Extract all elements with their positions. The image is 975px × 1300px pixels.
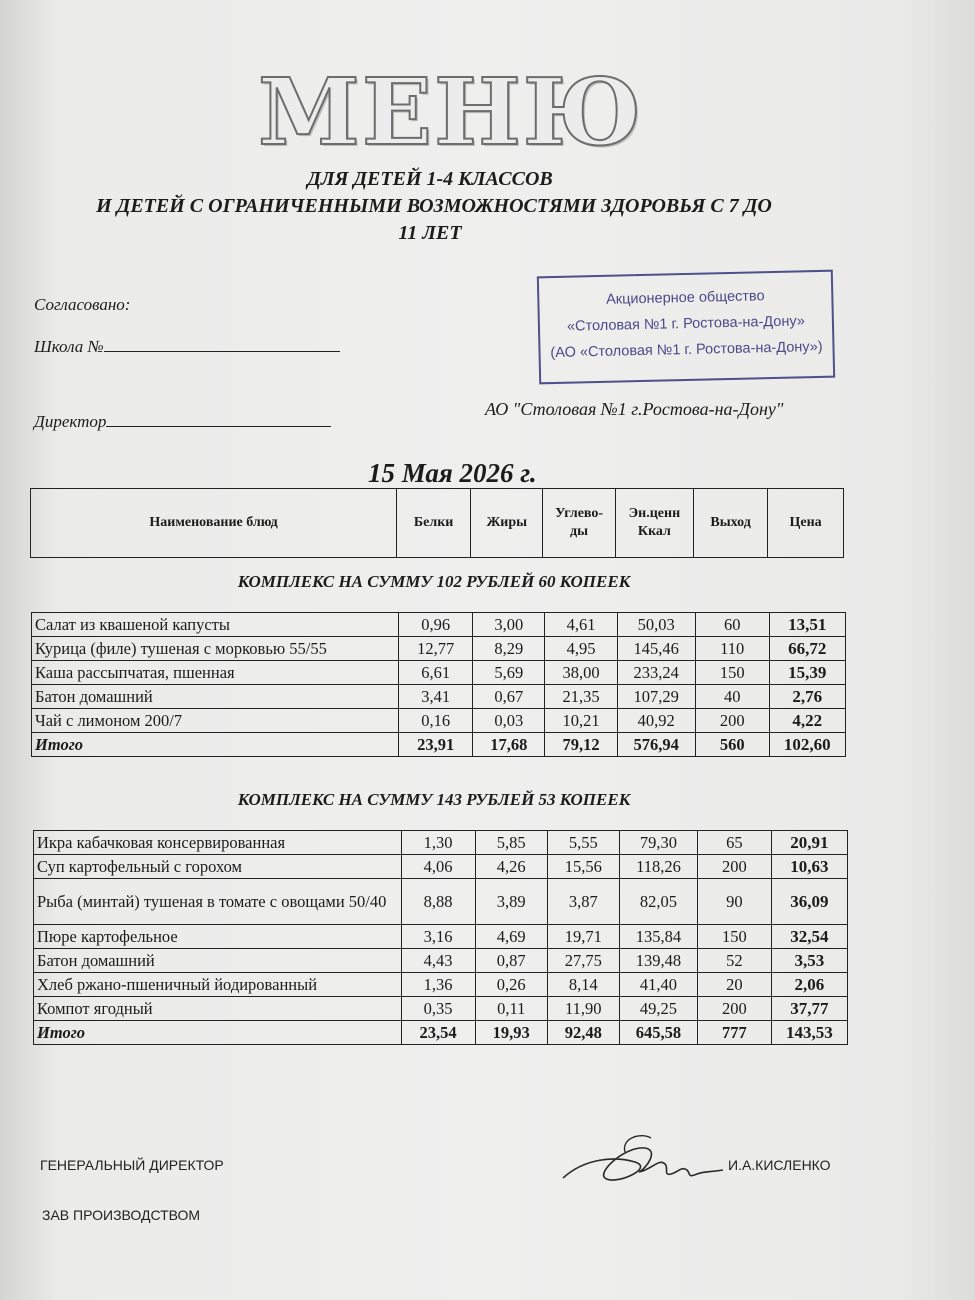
carbs-cell: 10,21 <box>545 709 617 733</box>
table-row <box>32 685 846 709</box>
output-cell: 90 <box>698 879 772 925</box>
school-line <box>104 335 340 352</box>
fats-cell: 3,89 <box>475 879 547 925</box>
fats-cell: 0,26 <box>475 973 547 997</box>
output-cell: 40 <box>695 685 769 709</box>
carbs-cell: 8,14 <box>547 973 619 997</box>
output-cell: 200 <box>698 855 772 879</box>
complex-1-table <box>31 612 846 757</box>
kcal-cell: 118,26 <box>619 855 697 879</box>
output-cell: 110 <box>695 637 769 661</box>
proteins-cell: 8,88 <box>401 879 475 925</box>
fats-cell: 17,68 <box>473 733 545 757</box>
carbs-cell: 5,55 <box>547 831 619 855</box>
output-cell: 200 <box>695 709 769 733</box>
subtitle-line-2: И ДЕТЕЙ С ОГРАНИЧЕННЫМИ ВОЗМОЖНОСТЯМИ ЗДОРОВЬЯ С 7 ДО <box>96 195 772 217</box>
col-output: Выход <box>694 489 768 558</box>
total-row <box>32 733 846 757</box>
dish-name-cell: Хлеб ржано-пшеничный йодированный <box>34 973 402 997</box>
output-cell: 52 <box>698 949 772 973</box>
dish-name-cell: Итого <box>32 733 399 757</box>
fats-cell: 5,85 <box>475 831 547 855</box>
table-row <box>34 997 848 1021</box>
company-stamp <box>537 270 835 385</box>
output-cell: 150 <box>695 661 769 685</box>
director-line <box>106 410 331 427</box>
proteins-cell: 3,41 <box>399 685 473 709</box>
dish-name-cell: Каша рассыпчатая, пшенная <box>32 661 399 685</box>
proteins-cell: 23,91 <box>399 733 473 757</box>
table-row <box>34 925 848 949</box>
kcal-cell: 82,05 <box>619 879 697 925</box>
director-label: Директор <box>34 412 107 431</box>
proteins-cell: 4,43 <box>401 949 475 973</box>
fats-cell: 0,03 <box>473 709 545 733</box>
output-cell: 65 <box>698 831 772 855</box>
dish-name-cell: Компот ягодный <box>34 997 402 1021</box>
proteins-cell: 6,61 <box>399 661 473 685</box>
proteins-cell: 1,30 <box>401 831 475 855</box>
school-label: Школа № <box>34 337 104 356</box>
col-proteins: Белки <box>397 489 471 558</box>
table-row <box>32 661 846 685</box>
signature <box>555 1128 725 1198</box>
menu-title: МЕНЮ <box>258 58 644 166</box>
price-cell: 32,54 <box>771 925 847 949</box>
org-name: АО "Столовая №1 г.Ростова-на-Дону" <box>485 399 784 419</box>
kcal-cell: 139,48 <box>619 949 697 973</box>
agreed-label: Согласовано: <box>34 295 131 314</box>
kcal-cell: 576,94 <box>617 733 695 757</box>
table-row <box>34 973 848 997</box>
table-row <box>32 613 846 637</box>
dish-name-cell: Итого <box>34 1021 402 1045</box>
kcal-cell: 79,30 <box>619 831 697 855</box>
output-cell: 777 <box>698 1021 772 1045</box>
menu-date: 15 Мая 2026 г. <box>368 458 537 488</box>
kcal-cell: 40,92 <box>617 709 695 733</box>
stamp-line-2: «Столовая №1 г. Ростова-на-Дону» <box>566 313 806 335</box>
table-row <box>34 949 848 973</box>
subtitle-line-3: 11 ЛЕТ <box>398 222 462 244</box>
carbs-cell: 27,75 <box>547 949 619 973</box>
dish-name-cell: Чай с лимоном 200/7 <box>32 709 399 733</box>
dish-name-cell: Пюре картофельное <box>34 925 402 949</box>
column-header-table <box>30 488 844 558</box>
fats-cell: 4,26 <box>475 855 547 879</box>
price-cell: 4,22 <box>769 709 845 733</box>
price-cell: 2,06 <box>771 973 847 997</box>
stamp-line-3: (АО «Столовая №1 г. Ростова-на-Дону») <box>550 338 823 362</box>
table-row <box>34 855 848 879</box>
output-cell: 150 <box>698 925 772 949</box>
gen-director-label: ГЕНЕРАЛЬНЫЙ ДИРЕКТОР <box>40 1157 224 1173</box>
fats-cell: 0,11 <box>475 997 547 1021</box>
price-cell: 13,51 <box>769 613 845 637</box>
proteins-cell: 1,36 <box>401 973 475 997</box>
price-cell: 102,60 <box>769 733 845 757</box>
proteins-cell: 4,06 <box>401 855 475 879</box>
carbs-cell: 4,61 <box>545 613 617 637</box>
dish-name-cell: Салат из квашеной капусты <box>32 613 399 637</box>
proteins-cell: 23,54 <box>401 1021 475 1045</box>
col-fats: Жиры <box>471 489 543 558</box>
price-cell: 3,53 <box>771 949 847 973</box>
output-cell: 560 <box>695 733 769 757</box>
director-field <box>34 410 331 432</box>
price-cell: 37,77 <box>771 997 847 1021</box>
price-cell: 10,63 <box>771 855 847 879</box>
complex-1-title: КОМПЛЕКС НА СУММУ 102 РУБЛЕЙ 60 КОПЕЕК <box>237 572 631 591</box>
kcal-cell: 107,29 <box>617 685 695 709</box>
price-cell: 143,53 <box>771 1021 847 1045</box>
col-name: Наименование блюд <box>31 489 397 558</box>
fats-cell: 0,67 <box>473 685 545 709</box>
subtitle-line-1: ДЛЯ ДЕТЕЙ 1-4 КЛАССОВ <box>307 168 553 190</box>
fats-cell: 5,69 <box>473 661 545 685</box>
kcal-cell: 145,46 <box>617 637 695 661</box>
output-cell: 20 <box>698 973 772 997</box>
output-cell: 200 <box>698 997 772 1021</box>
complex-2-title: КОМПЛЕКС НА СУММУ 143 РУБЛЕЙ 53 КОПЕЕК <box>237 790 631 809</box>
carbs-cell: 79,12 <box>545 733 617 757</box>
price-cell: 66,72 <box>769 637 845 661</box>
dish-name-cell: Суп картофельный с горохом <box>34 855 402 879</box>
production-label: ЗАВ ПРОИЗВОДСТВОМ <box>42 1207 201 1223</box>
dish-name-cell: Батон домашний <box>32 685 399 709</box>
price-cell: 36,09 <box>771 879 847 925</box>
table-row <box>34 879 848 925</box>
kcal-cell: 41,40 <box>619 973 697 997</box>
fats-cell: 3,00 <box>473 613 545 637</box>
carbs-cell: 38,00 <box>545 661 617 685</box>
price-cell: 20,91 <box>771 831 847 855</box>
proteins-cell: 0,96 <box>399 613 473 637</box>
table-row <box>34 831 848 855</box>
dish-name-cell: Икра кабачковая консервированная <box>34 831 402 855</box>
carbs-cell: 21,35 <box>545 685 617 709</box>
carbs-cell: 19,71 <box>547 925 619 949</box>
fats-cell: 0,87 <box>475 949 547 973</box>
proteins-cell: 3,16 <box>401 925 475 949</box>
kcal-cell: 49,25 <box>619 997 697 1021</box>
carbs-cell: 4,95 <box>545 637 617 661</box>
carbs-cell: 11,90 <box>547 997 619 1021</box>
proteins-cell: 12,77 <box>399 637 473 661</box>
carbs-cell: 3,87 <box>547 879 619 925</box>
col-kcal: Эн.ценн Ккал <box>615 489 693 558</box>
fats-cell: 4,69 <box>475 925 547 949</box>
gen-director-name: И.А.КИСЛЕНКО <box>728 1157 831 1173</box>
school-field <box>34 335 340 357</box>
total-row <box>34 1021 848 1045</box>
col-price: Цена <box>768 489 844 558</box>
proteins-cell: 0,16 <box>399 709 473 733</box>
fats-cell: 19,93 <box>475 1021 547 1045</box>
carbs-cell: 15,56 <box>547 855 619 879</box>
dish-name-cell: Батон домашний <box>34 949 402 973</box>
col-carbs: Углево-ды <box>543 489 615 558</box>
kcal-cell: 135,84 <box>619 925 697 949</box>
dish-name-cell: Рыба (минтай) тушеная в томате с овощами 50/40 <box>34 879 402 925</box>
price-cell: 15,39 <box>769 661 845 685</box>
output-cell: 60 <box>695 613 769 637</box>
fats-cell: 8,29 <box>473 637 545 661</box>
price-cell: 2,76 <box>769 685 845 709</box>
kcal-cell: 50,03 <box>617 613 695 637</box>
table-row <box>32 709 846 733</box>
carbs-cell: 92,48 <box>547 1021 619 1045</box>
kcal-cell: 645,58 <box>619 1021 697 1045</box>
proteins-cell: 0,35 <box>401 997 475 1021</box>
dish-name-cell: Курица (филе) тушеная с морковью 55/55 <box>32 637 399 661</box>
complex-2-table <box>33 830 848 1045</box>
table-row <box>32 637 846 661</box>
stamp-line-1: Акционерное общество <box>605 288 765 308</box>
kcal-cell: 233,24 <box>617 661 695 685</box>
